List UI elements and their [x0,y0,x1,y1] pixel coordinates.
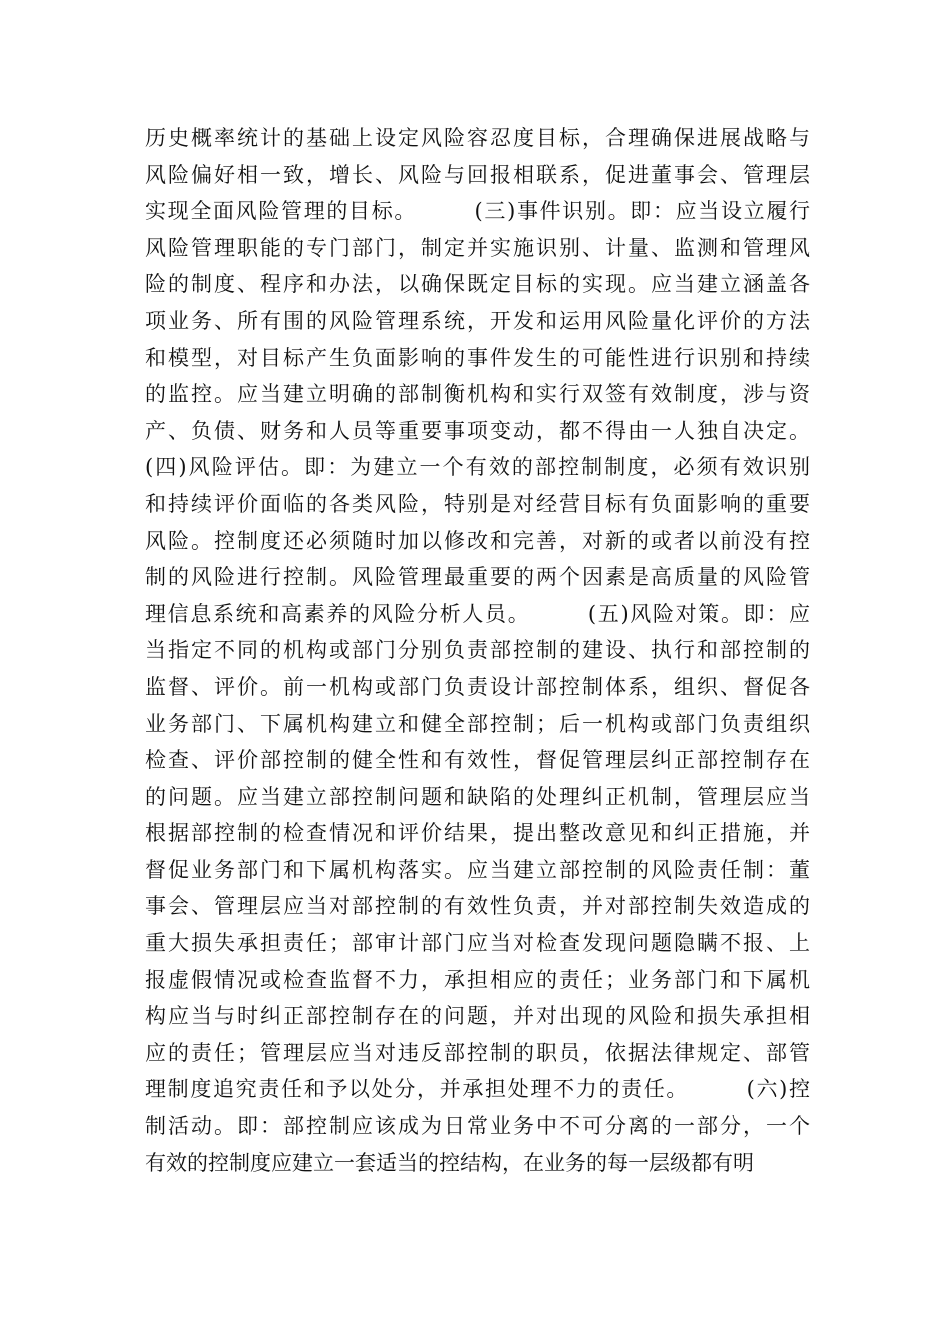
text-line: 的监控。应当建立明确的部制衡机构和实行双签有效制度，涉与资 [145,382,810,407]
text-line: 实现全面风险管理的目标。 (三)事件识别。即：应当设立履行 [145,199,810,224]
text-line: 有效的控制度应建立一套适当的控结构，在业务的每一层级都有明 [145,1150,754,1175]
text-line: 历史概率统计的基础上设定风险容忍度目标，合理确保进展战略与 [145,126,810,150]
text-line: 监督、评价。前一机构或部门负责设计部控制体系，组织、督促各 [145,674,810,699]
text-line: 和持续评价面临的各类风险，特别是对经营目标有负面影响的重要 [145,491,810,516]
text-line: 项业务、所有围的风险管理系统，开发和运用风险量化评价的方法 [145,308,810,333]
text-line: 当指定不同的机构或部门分别负责部控制的建设、执行和部控制的 [145,638,810,663]
text-line: 制活动。即：部控制应该成为日常业务中不可分离的一部分，一个 [145,1114,810,1139]
text-line: 和模型，对目标产生负面影响的事件发生的可能性进行识别和持续 [145,345,810,370]
text-line: 理制度追究责任和予以处分，并承担处理不力的责任。 (六)控 [145,1077,810,1102]
text-line: 的问题。应当建立部控制问题和缺陷的处理纠正机制，管理层应当 [145,784,810,809]
text-line: 事会、管理层应当对部控制的有效性负责，并对部控制失效造成的 [145,894,810,919]
text-line: 风险管理职能的专门部门，制定并实施识别、计量、监测和管理风 [145,235,810,260]
text-line: 检查、评价部控制的健全性和有效性，督促管理层纠正部控制存在 [145,748,810,773]
text-line: (四)风险评估。即：为建立一个有效的部控制制度，必须有效识别 [145,455,810,480]
text-line: 报虚假情况或检查监督不力，承担相应的责任；业务部门和下属机 [145,967,810,992]
text-line: 制的风险进行控制。风险管理最重要的两个因素是高质量的风险管 [145,565,810,590]
text-line: 构应当与时纠正部控制存在的问题，并对出现的风险和损失承担相 [145,1004,810,1029]
text-line: 产、负债、财务和人员等重要事项变动，都不得由一人独自决定。 [145,418,810,443]
text-line: 险的制度、程序和办法，以确保既定目标的实现。应当建立涵盖各 [145,272,810,297]
text-line: 根据部控制的检查情况和评价结果，提出整改意见和纠正措施，并 [145,821,810,846]
text-line: 重大损失承担责任；部审计部门应当对检查发现问题隐瞒不报、上 [145,931,810,956]
text-line: 应的责任；管理层应当对违反部控制的职员，依据法律规定、部管 [145,1040,810,1065]
text-line: 理信息系统和高素养的风险分析人员。 (五)风险对策。即：应 [145,601,810,626]
text-line: 业务部门、下属机构建立和健全部控制；后一机构或部门负责组织 [145,711,810,736]
body-text [145,120,810,1181]
text-line: 风险。控制度还必须随时加以修改和完善，对新的或者以前没有控 [145,528,810,553]
text-line: 督促业务部门和下属机构落实。应当建立部控制的风险责任制：董 [145,857,810,882]
text-line: 风险偏好相一致，增长、风险与回报相联系，促进董事会、管理层 [145,162,810,187]
